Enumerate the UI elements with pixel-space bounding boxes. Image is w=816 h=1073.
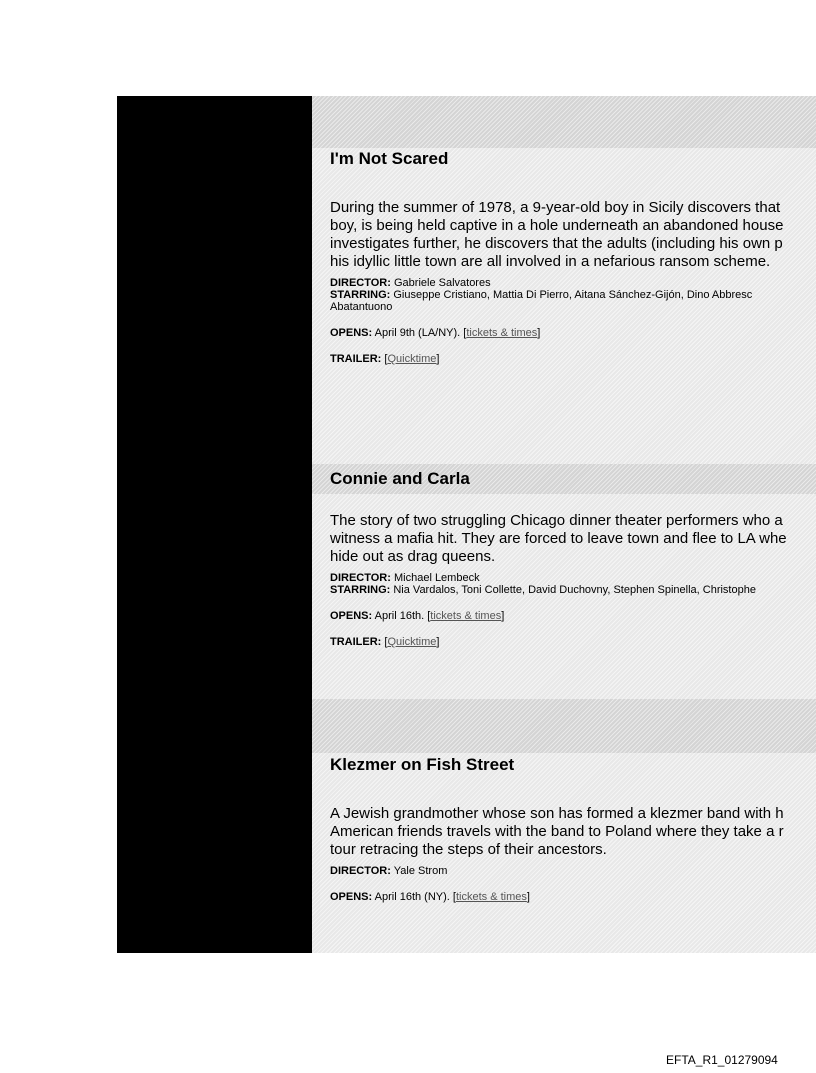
synopsis-line: investigates further, he discovers that the adults (including his own p xyxy=(330,235,783,252)
synopsis-line: tour retracing the steps of their ancestors. xyxy=(330,841,607,858)
movie-synopsis xyxy=(330,199,816,271)
tickets-times-link[interactable]: tickets & times xyxy=(466,327,538,339)
movie-entry xyxy=(330,469,816,648)
opens-label: OPENS: xyxy=(330,891,373,903)
credits xyxy=(330,277,816,313)
synopsis-line: boy, is being held captive in a hole underneath an abandoned house xyxy=(330,217,784,234)
trailer-label: TRAILER: xyxy=(330,353,382,365)
opens-date: April 16th. xyxy=(374,610,425,622)
opens-date: April 16th (NY). xyxy=(374,891,450,903)
starring-names: Nia Vardalos, Toni Collette, David Duchovny, Stephen Spinella, Christophe xyxy=(393,584,756,596)
starring-label: STARRING: xyxy=(330,584,391,596)
tickets-times-link[interactable]: tickets & times xyxy=(455,891,527,903)
starring-continued: Abatantuono xyxy=(330,301,393,313)
black-redaction-bar xyxy=(117,96,312,953)
director-name: Gabriele Salvatores xyxy=(393,277,491,289)
synopsis-line: American friends travels with the band to Poland where they take a r xyxy=(330,823,784,840)
movie-listings-panel xyxy=(312,96,816,953)
director-label: DIRECTOR: xyxy=(330,277,391,289)
synopsis-line: A Jewish grandmother whose son has formed a klezmer band with h xyxy=(330,805,784,822)
movie-title: Connie and Carla xyxy=(330,469,470,488)
tickets-times-link[interactable]: tickets & times xyxy=(430,610,502,622)
movie-synopsis xyxy=(330,512,816,566)
synopsis-line: During the summer of 1978, a 9-year-old boy in Sicily discovers that xyxy=(330,199,781,216)
credits xyxy=(330,572,816,596)
director-label: DIRECTOR: xyxy=(330,865,391,877)
starring-label: STARRING: xyxy=(330,289,391,301)
trailer-line: TRAILER: [Quicktime] xyxy=(330,636,440,648)
opens-line: OPENS: April 9th (LA/NY). [tickets & times] xyxy=(330,327,541,339)
movie-title: Klezmer on Fish Street xyxy=(330,755,515,774)
trailer-label: TRAILER: xyxy=(330,636,382,648)
director-line xyxy=(330,572,816,584)
opens-line: OPENS: April 16th. [tickets & times] xyxy=(330,610,505,622)
synopsis-line: witness a mafia hit. They are forced to leave town and flee to LA whe xyxy=(330,530,787,547)
opens-label: OPENS: xyxy=(330,610,373,622)
synopsis-line: The story of two struggling Chicago dinner theater performers who a xyxy=(330,512,783,529)
trailer-line: TRAILER: [Quicktime] xyxy=(330,353,440,365)
header-band xyxy=(312,96,816,148)
director-label: DIRECTOR: xyxy=(330,572,391,584)
director-name: Yale Strom xyxy=(393,865,448,877)
quicktime-trailer-link[interactable]: Quicktime xyxy=(387,636,437,648)
section-band xyxy=(312,699,816,753)
movie-entry xyxy=(330,149,816,365)
starring-line xyxy=(330,289,816,301)
quicktime-trailer-link[interactable]: Quicktime xyxy=(387,353,437,365)
document-id-footer: EFTA_R1_01279094 xyxy=(666,1053,778,1067)
credits xyxy=(330,865,816,877)
starring-line xyxy=(330,584,816,596)
opens-label: OPENS: xyxy=(330,327,373,339)
director-name: Michael Lembeck xyxy=(393,572,480,584)
movie-title: I'm Not Scared xyxy=(330,149,449,168)
synopsis-line: his idyllic little town are all involved in a nefarious ransom scheme. xyxy=(330,253,771,270)
movie-entry xyxy=(330,755,816,903)
opens-line: OPENS: April 16th (NY). [tickets & times] xyxy=(330,891,530,903)
movie-synopsis xyxy=(330,805,816,859)
starring-names: Giuseppe Cristiano, Mattia Di Pierro, Aitana Sánchez-Gijón, Dino Abbresc xyxy=(393,289,753,301)
synopsis-line: hide out as drag queens. xyxy=(330,548,496,565)
director-line xyxy=(330,865,816,877)
director-line xyxy=(330,277,816,289)
opens-date: April 9th (LA/NY). xyxy=(374,327,461,339)
